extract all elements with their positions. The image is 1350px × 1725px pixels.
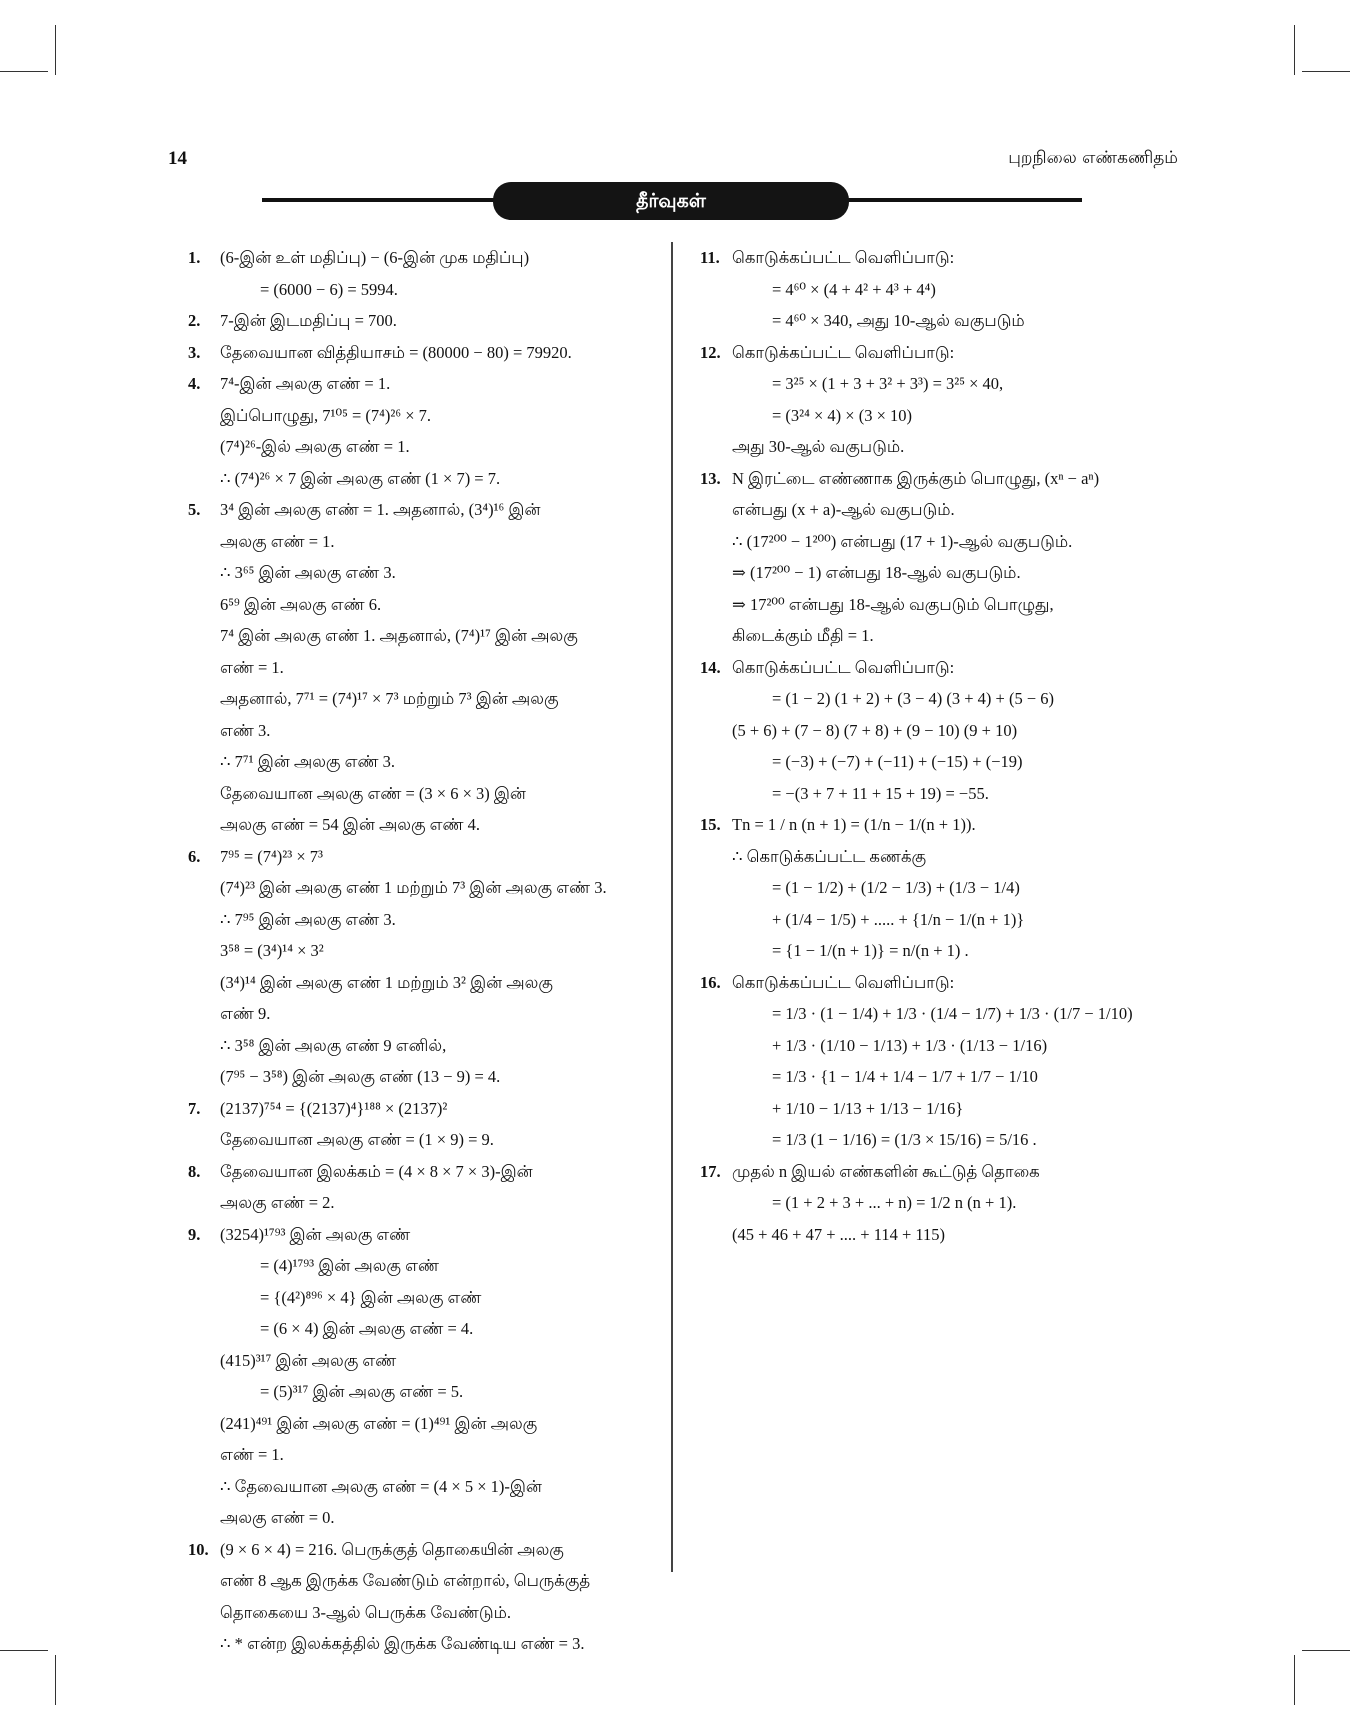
solution-item	[188, 242, 658, 305]
solution-line: = (5)³¹⁷ இன் அலகு எண் = 5.	[260, 1382, 464, 1401]
solution-line: = {(4²)⁸⁹⁶ × 4} இன் அலகு எண்	[260, 1287, 482, 1307]
solution-number: 11.	[700, 248, 720, 267]
solution-line: கிடைக்கும் மீதி = 1.	[732, 626, 874, 645]
solution-line: அதனால், 7⁷¹ = (7⁴)¹⁷ × 7³ மற்றும் 7³ இன் அலகு	[220, 689, 559, 708]
solution-line: அலகு எண் = 0.	[220, 1508, 335, 1527]
crop-mark	[55, 1655, 56, 1705]
solution-line: ∴ கொடுக்கப்பட்ட கணக்கு	[732, 846, 927, 866]
solution-item	[188, 494, 658, 841]
page-number: 14	[168, 148, 187, 169]
solution-item	[188, 1219, 658, 1534]
solution-line: Tn = 1 / n (n + 1) = (1/n − 1/(n + 1)).	[732, 815, 976, 834]
solution-line: = (6 × 4) இன் அலகு எண் = 4.	[260, 1319, 474, 1338]
left-column	[188, 242, 658, 1660]
solution-line: கொடுக்கப்பட்ட வெளிப்பாடு:	[732, 657, 955, 677]
solution-number: 15.	[700, 815, 721, 834]
solution-line: தேவையான அலகு எண் = (1 × 9) = 9.	[220, 1130, 494, 1149]
crop-mark	[1302, 71, 1350, 72]
solution-line: 3⁴ இன் அலகு எண் = 1. அதனால், (3⁴)¹⁶ இன்	[220, 500, 541, 519]
solution-line: (7⁴)²⁶-இல் அலகு எண் = 1.	[220, 437, 410, 456]
solution-number: 6.	[188, 846, 201, 866]
solution-number: 17.	[700, 1161, 721, 1181]
solution-item	[700, 1156, 1182, 1251]
solution-line: 7⁴-இன் அலகு எண் = 1.	[220, 374, 391, 393]
solution-line: ∴ தேவையான அலகு எண் = (4 × 5 × 1)-இன்	[220, 1476, 542, 1496]
solution-item	[188, 1534, 658, 1660]
solution-line: அது 30-ஆல் வகுபடும்.	[732, 437, 905, 456]
solution-item	[700, 463, 1182, 652]
solution-line: = (3²⁴ × 4) × (3 × 10)	[772, 405, 913, 425]
solution-line: (3⁴)¹⁴ இன் அலகு எண் 1 மற்றும் 3² இன் அலகு	[220, 972, 553, 992]
crop-mark	[1302, 1650, 1350, 1651]
solution-item	[700, 967, 1182, 1156]
section-title: தீர்வுகள்	[493, 182, 849, 220]
solution-line: தேவையான வித்தியாசம் = (80000 − 80) = 79920.	[220, 342, 572, 362]
solution-number: 8.	[188, 1161, 201, 1181]
solution-line: ∴ 3⁵⁸ இன் அலகு எண் 9 எனில்,	[220, 1035, 447, 1055]
solution-item	[188, 1093, 658, 1156]
solution-line: ∴ 7⁹⁵ இன் அலகு எண் 3.	[220, 909, 396, 929]
solution-line: = −(3 + 7 + 11 + 15 + 19) = −55.	[772, 783, 989, 803]
solution-line: = {1 − 1/(n + 1)} = n/(n + 1) .	[772, 941, 969, 960]
solution-item	[700, 337, 1182, 463]
crop-mark	[0, 1650, 48, 1651]
solution-line: ⇒ (17²⁰⁰ − 1) என்பது 18-ஆல் வகுபடும்.	[732, 563, 1021, 582]
solution-line: 7⁹⁵ = (7⁴)²³ × 7³	[220, 846, 323, 866]
solution-line: (241)⁴⁹¹ இன் அலகு எண் = (1)⁴⁹¹ இன் அலகு	[220, 1413, 538, 1433]
solution-number: 10.	[188, 1539, 209, 1559]
solution-number: 3.	[188, 342, 201, 362]
solution-number: 16.	[700, 972, 721, 992]
solution-number: 7.	[188, 1098, 201, 1118]
solution-item	[188, 841, 658, 1093]
crop-mark	[1294, 25, 1295, 75]
solution-line: ∴ * என்ற இலக்கத்தில் இருக்க வேண்டிய எண் = 3.	[220, 1634, 585, 1653]
solution-line: = (1 − 2) (1 + 2) + (3 − 4) (3 + 4) + (5 − 6)	[772, 689, 1055, 708]
solution-line: என்பது (x + a)-ஆல் வகுபடும்.	[732, 500, 955, 519]
solution-item	[700, 809, 1182, 967]
solution-line: (9 × 6 × 4) = 216. பெருக்குத் தொகையின் அலகு	[220, 1539, 564, 1559]
solution-line: தேவையான அலகு எண் = (3 × 6 × 3) இன்	[220, 783, 526, 803]
solution-line: = (1 + 2 + 3 + ... + n) = 1/2 n (n + 1).	[772, 1193, 1017, 1212]
solution-line: (7⁹⁵ − 3⁵⁸) இன் அலகு எண் (13 − 9) = 4.	[220, 1067, 501, 1086]
solution-line: = 3²⁵ × (1 + 3 + 3² + 3³) = 3²⁵ × 40,	[772, 374, 1004, 393]
solution-line: அலகு எண் = 1.	[220, 531, 335, 551]
solution-line: = (4)¹⁷⁹³ இன் அலகு எண்	[260, 1256, 439, 1275]
solution-line: ⇒ 17²⁰⁰ என்பது 18-ஆல் வகுபடும் பொழுது,	[732, 594, 1054, 614]
solution-line: = 4⁶⁰ × (4 + 4² + 4³ + 4⁴)	[772, 279, 936, 299]
solution-number: 9.	[188, 1224, 201, 1244]
solution-number: 1.	[188, 248, 201, 267]
solution-line: = 1/3 · (1 − 1/4) + 1/3 · (1/4 − 1/7) + 1/3 · (1/7 − 1/10)	[772, 1004, 1133, 1023]
running-head: புறநிலை எண்கணிதம்	[1008, 148, 1178, 168]
right-column	[700, 242, 1182, 1250]
solution-line: ∴ (7⁴)²⁶ × 7 இன் அலகு எண் (1 × 7) = 7.	[220, 468, 501, 488]
solution-line: = (−3) + (−7) + (−11) + (−15) + (−19)	[772, 752, 1023, 771]
solution-line: (45 + 46 + 47 + .... + 114 + 115)	[732, 1224, 946, 1244]
solution-item	[700, 652, 1182, 810]
solution-line: ∴ 3⁶⁵ இன் அலகு எண் 3.	[220, 563, 396, 582]
crop-mark	[0, 71, 48, 72]
solution-line: + (1/4 − 1/5) + ..... + {1/n − 1/(n + 1)}	[772, 909, 1025, 929]
solution-line: + 1/3 · (1/10 − 1/13) + 1/3 · (1/13 − 1/16)	[772, 1035, 1048, 1055]
solution-line: 7-இன் இடமதிப்பு = 700.	[220, 311, 397, 330]
solution-line: + 1/10 − 1/13 + 1/13 − 1/16}	[772, 1098, 964, 1118]
solution-line: முதல் n இயல் எண்களின் கூட்டுத் தொகை	[732, 1161, 1040, 1181]
solution-line: கொடுக்கப்பட்ட வெளிப்பாடு:	[732, 248, 955, 267]
solution-line: (5 + 6) + (7 − 8) (7 + 8) + (9 − 10) (9 + 10)	[732, 720, 1018, 740]
crop-mark	[55, 25, 56, 75]
solution-line: அலகு எண் = 2.	[220, 1193, 335, 1212]
solution-item	[188, 368, 658, 494]
solution-line: 7⁴ இன் அலகு எண் 1. அதனால், (7⁴)¹⁷ இன் அலகு	[220, 626, 578, 645]
solution-line: ∴ (17²⁰⁰ − 1²⁰⁰) என்பது (17 + 1)-ஆல் வகுபடும்.	[732, 531, 1073, 551]
solution-item	[188, 337, 658, 369]
solution-line: எண் 3.	[220, 720, 271, 740]
solution-line: இப்பொழுது, 7¹⁰⁵ = (7⁴)²⁶ × 7.	[220, 405, 431, 425]
solution-line: (7⁴)²³ இன் அலகு எண் 1 மற்றும் 7³ இன் அலகு எண் 3.	[220, 878, 607, 897]
solution-item	[188, 1156, 658, 1219]
solution-number: 12.	[700, 342, 721, 362]
crop-mark	[1294, 1655, 1295, 1705]
solution-line: தேவையான இலக்கம் = (4 × 8 × 7 × 3)-இன்	[220, 1161, 533, 1181]
solution-line: ∴ 7⁷¹ இன் அலகு எண் 3.	[220, 752, 395, 771]
solution-line: N இரட்டை எண்ணாக இருக்கும் பொழுது, (xⁿ − aⁿ)	[732, 468, 1100, 488]
solution-line: எண் = 1.	[220, 1445, 284, 1464]
solution-line: = (6000 − 6) = 5994.	[260, 279, 398, 299]
solution-line: கொடுக்கப்பட்ட வெளிப்பாடு:	[732, 342, 955, 362]
solution-line: அலகு எண் = 54 இன் அலகு எண் 4.	[220, 815, 481, 834]
solution-line: (6-இன் உள் மதிப்பு) − (6-இன் முக மதிப்பு)	[220, 248, 530, 267]
solution-item	[700, 242, 1182, 337]
solution-line: (415)³¹⁷ இன் அலகு எண்	[220, 1350, 397, 1370]
solution-number: 14.	[700, 657, 721, 677]
column-divider	[671, 242, 673, 1572]
solution-number: 13.	[700, 468, 721, 488]
solution-line: (2137)⁷⁵⁴ = {(2137)⁴}¹⁸⁸ × (2137)²	[220, 1098, 448, 1118]
solution-line: = 1/3 (1 − 1/16) = (1/3 × 15/16) = 5/16 .	[772, 1130, 1037, 1149]
solution-line: தொகையை 3-ஆல் பெருக்க வேண்டும்.	[220, 1602, 511, 1622]
solution-number: 2.	[188, 311, 201, 330]
solution-number: 4.	[188, 374, 201, 393]
solution-line: 6⁵⁹ இன் அலகு எண் 6.	[220, 594, 382, 614]
solution-line: = 4⁶⁰ × 340, அது 10-ஆல் வகுபடும்	[772, 311, 1025, 330]
solution-line: எண் 8 ஆக இருக்க வேண்டும் என்றால், பெருக்குத்	[220, 1571, 591, 1590]
solution-line: (3254)¹⁷⁹³ இன் அலகு எண்	[220, 1224, 411, 1244]
solution-line: கொடுக்கப்பட்ட வெளிப்பாடு:	[732, 972, 955, 992]
solution-line: எண் = 1.	[220, 657, 284, 677]
solution-line: = (1 − 1/2) + (1/2 − 1/3) + (1/3 − 1/4)	[772, 878, 1020, 897]
solution-line: எண் 9.	[220, 1004, 271, 1023]
solution-line: = 1/3 · {1 − 1/4 + 1/4 − 1/7 + 1/7 − 1/10	[772, 1067, 1038, 1086]
solution-line: 3⁵⁸ = (3⁴)¹⁴ × 3²	[220, 941, 324, 960]
solution-item	[188, 305, 658, 337]
solution-number: 5.	[188, 500, 201, 519]
